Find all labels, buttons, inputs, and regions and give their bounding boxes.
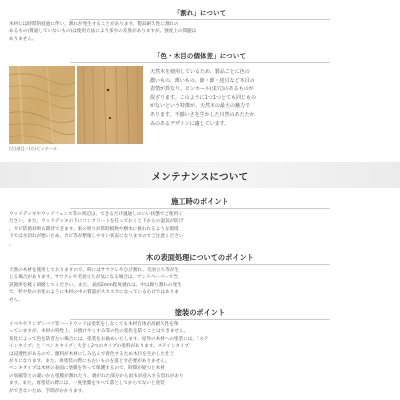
reverse-grain-photo xyxy=(9,66,75,144)
construction-line: ださい。また、ウッドデッキの下にコンクリートを打っておくと下からの湿気が防げ xyxy=(9,219,184,225)
cracks-line: 木材には時間的経過に伴い、割れが発生することがあります。製品耐久性に割れの xyxy=(9,22,179,27)
painting-line: ます。また、再塗装の際には、一度塗膜をすべて落としてからでないと塗装 xyxy=(9,381,165,387)
painting-line: ができないため、手間がかかります。 xyxy=(9,388,87,394)
painting-line: 変化によって色を防ぎたい場合には、塗装をお勧めいたします。屋外の木材への塗装には、「ステ xyxy=(9,336,209,342)
painting-rule xyxy=(70,319,330,320)
construction-paragraph xyxy=(9,211,183,248)
grain-line: みのあるデザインに適しています。 xyxy=(150,120,230,127)
painting-line: っていますが、木材の特性上、日焼けやくすみ等の色の変化を防ぐことはできません。 xyxy=(9,329,189,335)
painting-line: がりになります。また、再塗装の際にも古いものを落とす必要がありません。 xyxy=(9,359,170,365)
painting-line: の収縮等との違いから塗膜が割れたり、剥がれた部分から雨水が浸入する恐れがあり xyxy=(9,373,184,379)
surface-rule xyxy=(70,264,330,265)
surface-paragraph xyxy=(9,267,182,304)
grain-paragraph xyxy=(150,68,256,128)
maintenance-title: メンテナンスについて xyxy=(151,172,249,183)
surface-line: 天然の木材を使用しておりますので、時にはササクレやひび割れ、毛羽立ち等が生 xyxy=(9,268,179,273)
grain-line: 濃いもの、薄いもの、節・節・逆目など木目の xyxy=(150,77,255,84)
construction-line: 下では水切れが悪いため、カビ等が繁殖しやすい状況になりますのでご注意ください xyxy=(9,234,184,240)
cracks-section-title: 「割れ」について xyxy=(173,9,227,17)
surface-line: じる場合があります。ササクレや毛羽立ちが気になる場合は、サンドペーパーで当 xyxy=(9,275,178,281)
grain-line: あります。不揃いさを生かした自然のあたたか xyxy=(150,111,255,118)
cracks-title-rule xyxy=(70,19,330,20)
grain-section-title: 「色・木目の個体差」について xyxy=(153,52,247,60)
grain-line: 混ざります。このように1つ1つとても同じもの xyxy=(150,94,256,101)
cracks-line: あるもの(貫通していないもの)は使用方法により多少の差異がありますが、強度上の問題は xyxy=(9,29,197,35)
pinhole-photo xyxy=(77,66,143,144)
surface-title: 木の表面処理についてのポイント xyxy=(146,253,254,262)
photo-caption: (左)逆目／(右)ピンホール xyxy=(9,146,58,151)
construction-line: 。 xyxy=(9,241,14,247)
surface-line: で、杉や桧の劣化のように木材の中の質量がスカスカになっているわけではありま xyxy=(9,290,179,296)
painting-line: ペンキタイプは木材の表面に塗膜を作って保護するので、時間が経つと木材 xyxy=(9,366,165,372)
painting-title: 塗装のポイント xyxy=(174,308,226,317)
grain-line: 天然木を使用しているため、製品ごとに色の xyxy=(150,69,250,75)
construction-rule xyxy=(70,208,330,209)
construction-line: ウッドデッキやウッドフェンス等の周辺は、できるだけ風通しのいい状態でご使用く xyxy=(9,212,183,217)
painting-paragraph xyxy=(9,321,208,395)
painting-line: イペやセランガンバツ等ハードウッドは塗装をしなくても木材自体が高耐久性を保 xyxy=(9,322,179,327)
grain-title-rule xyxy=(70,62,330,63)
construction-line: 、カビ防菌効果も期待できます。束の周りが常時植物や樹木に被われるような環境 xyxy=(9,226,179,232)
construction-title: 施工時のポイント xyxy=(171,197,229,206)
surface-line: せん。 xyxy=(9,297,24,303)
grain-line: がないという特徴が、天然木の最大の魅力で xyxy=(150,103,251,110)
painting-line: は浸透性があるので、顔料が木材にしみ込んで着色するため木目を生かした仕上 xyxy=(9,351,175,357)
painting-line: インタイプ」と「ペンキタイプ」大きく2つのタイプの塗料があります。ステインタイプ xyxy=(9,344,189,350)
grain-line: 表情が異なり、ピンホール(虫穴)のあるものが xyxy=(150,86,254,93)
cracks-paragraph xyxy=(9,21,196,43)
surface-line: 該箇所を軽く研磨してください。また、表面2mm程度剥れは、中は腐り割れの発生 xyxy=(9,282,182,288)
cracks-line: ありません。 xyxy=(9,36,37,42)
